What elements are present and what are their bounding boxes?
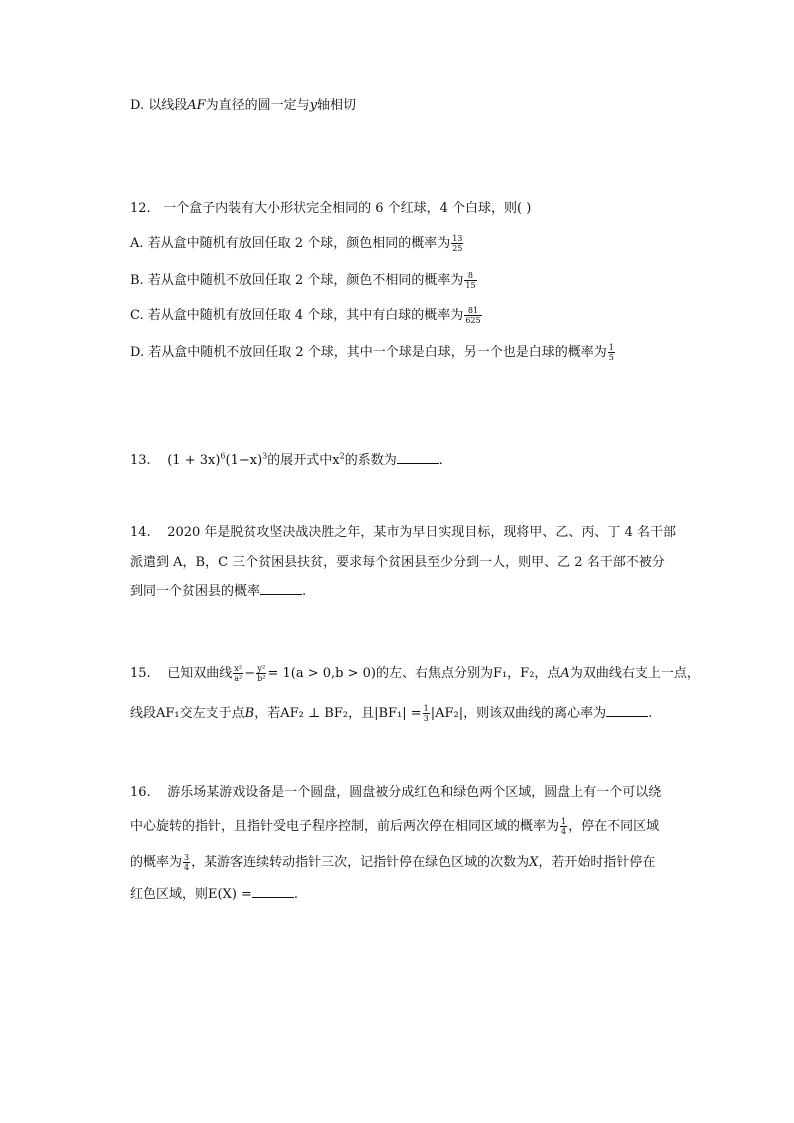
question-number: 14. — [130, 525, 151, 540]
option-text: 若从盒中随机有放回任取 2 个球，颜色相同的概率为 — [147, 236, 451, 251]
q13 — [130, 451, 730, 470]
question-text: ，若开始时指针停在 — [538, 855, 656, 870]
question-number: 16. — [130, 785, 151, 800]
question-number: 12. — [130, 201, 151, 216]
option-label: D. — [130, 345, 145, 360]
exponent: 6 — [220, 451, 226, 461]
fraction — [464, 306, 481, 325]
q12-stem — [130, 200, 730, 218]
fraction — [608, 343, 615, 362]
option-text: 轴相切 — [317, 98, 357, 113]
q16-line-4 — [130, 885, 730, 904]
question-stem: 一个盒子内装有大小形状完全相同的 6 个红球，4 个白球，则( ) — [163, 201, 532, 216]
numerator: 1 — [561, 817, 567, 826]
minus-sign: − — [244, 666, 256, 681]
q15-line-1 — [130, 664, 730, 683]
option-label: B. — [130, 273, 144, 288]
question-text: ，若AF₂ ⊥ BF₂，且|BF₁| = — [254, 706, 422, 721]
q16-line-3 — [130, 853, 730, 872]
question-text: ，某游客连续转动指针三次，记指针停在绿色区域的次数为 — [191, 855, 530, 870]
variable: X — [529, 855, 539, 870]
q12-option-c — [130, 306, 730, 325]
denominator: 25 — [452, 244, 463, 253]
option-text: 若从盒中随机有放回任取 4 个球，其中有白球的概率为 — [147, 308, 464, 323]
question-number: 13. — [130, 453, 151, 468]
answer-blank[interactable] — [252, 885, 294, 898]
q11-option-d — [130, 97, 730, 115]
numerator: 3 — [184, 853, 190, 862]
option-label: A. — [130, 236, 144, 251]
denominator: 3 — [423, 714, 429, 723]
variable: B — [244, 706, 255, 721]
variable: y — [309, 98, 318, 113]
numerator: y² — [257, 664, 266, 673]
denominator: b² — [257, 674, 266, 683]
question-text: 的概率为 — [130, 855, 183, 870]
math-expression: (1 + 3x) — [167, 453, 221, 468]
answer-blank[interactable] — [606, 704, 648, 717]
question-number: 15. — [130, 666, 151, 681]
question-text: 为双曲线右支上一点， — [569, 666, 700, 681]
numerator: 13 — [452, 234, 463, 243]
fraction — [233, 664, 243, 683]
numerator: 1 — [423, 704, 429, 713]
exponent: 2 — [339, 451, 345, 461]
period: . — [438, 453, 443, 468]
question-text: 已知双曲线 — [167, 666, 233, 681]
fraction — [183, 853, 190, 872]
fraction — [464, 271, 476, 290]
denominator: 4 — [184, 863, 190, 872]
question-text: 的系数为 — [344, 453, 397, 468]
q12-option-b — [130, 271, 730, 290]
exponent: 3 — [262, 451, 268, 461]
q16-line-2 — [130, 817, 730, 836]
fraction — [256, 664, 266, 683]
option-text: 以线段 — [148, 98, 188, 113]
question-text: 派遣到 A，B，C 三个贫困县扶贫，要求每个贫困县至少分到一人，则甲、乙 2 名干部不被分 — [130, 555, 665, 570]
numerator: x² — [234, 664, 243, 673]
question-text: 到同一个贫困县的概率 — [130, 584, 261, 599]
question-text: 2020 年是脱贫攻坚决战决胜之年，某市为早日实现目标，现将甲、乙、丙、丁 4 名干部 — [167, 525, 676, 540]
q12-option-a — [130, 234, 730, 253]
q14-line-1 — [130, 524, 730, 542]
option-text: 为直径的圆一定与 — [205, 98, 310, 113]
denominator: 4 — [561, 827, 567, 836]
q16-line-1 — [130, 784, 730, 802]
option-text: 若从盒中随机不放回任取 2 个球，颜色不相同的概率为 — [147, 273, 464, 288]
numerator: 8 — [464, 271, 476, 281]
q14-line-2 — [130, 554, 730, 572]
fraction — [423, 704, 430, 723]
variable: AF — [187, 98, 206, 113]
fraction — [560, 817, 567, 836]
q14-line-3 — [130, 582, 730, 601]
fraction — [451, 234, 463, 253]
answer-blank[interactable] — [260, 582, 302, 595]
period: . — [648, 706, 653, 721]
variable: A — [560, 666, 570, 681]
question-text: |AF₂|，则该双曲线的离心率为 — [430, 706, 607, 721]
math-expression: (1−x) — [225, 453, 263, 468]
question-text: 线段AF₁交左支于点 — [130, 706, 245, 721]
numerator: 1 — [608, 343, 614, 352]
option-label: C. — [130, 308, 144, 323]
question-text: 中心旋转的指针，且指针受电子程序控制，前后两次停在相同区域的概率为 — [130, 819, 560, 834]
question-text: = 1(a > 0,b > 0)的左、右焦点分别为F₁，F₂，点 — [267, 666, 561, 681]
question-text: 红色区域，则E(X) = — [130, 887, 252, 902]
numerator: 81 — [464, 306, 481, 316]
question-text: ，停在不同区域 — [568, 819, 660, 834]
question-text: 的展开式中 — [267, 453, 333, 468]
denominator: 15 — [465, 281, 476, 290]
option-text: 若从盒中随机不放回任取 2 个球，其中一个球是白球，另一个也是白球的概率为 — [148, 345, 607, 360]
q15-line-2 — [130, 704, 730, 723]
answer-blank[interactable] — [397, 451, 439, 464]
denominator: 5 — [608, 353, 614, 362]
period: . — [293, 887, 299, 902]
option-label: D. — [130, 98, 145, 113]
denominator: 625 — [465, 316, 481, 325]
period: . — [302, 584, 307, 599]
question-text: 游乐场某游戏设备是一个圆盘，圆盘被分成红色和绿色两个区域，圆盘上有一个可以绕 — [167, 785, 662, 800]
q12-option-d — [130, 343, 730, 362]
math-term: x — [332, 453, 340, 468]
denominator: a² — [234, 674, 243, 683]
